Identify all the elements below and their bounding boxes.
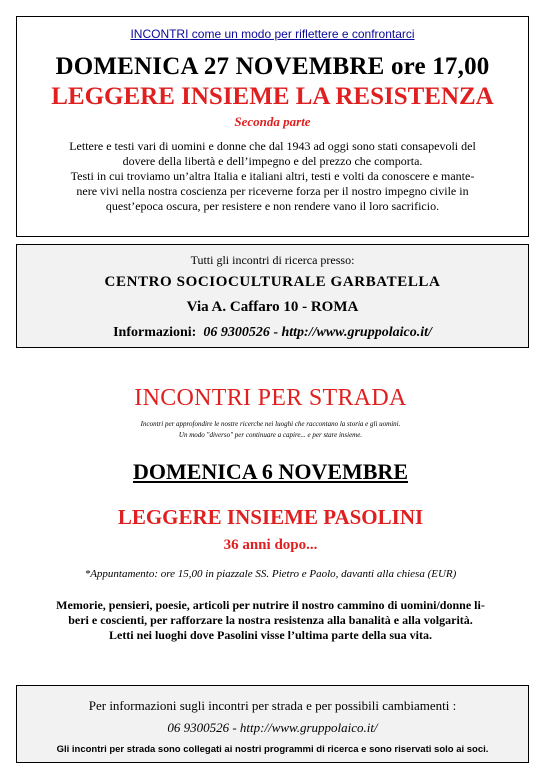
strada-event-subtitle: 36 anni dopo... xyxy=(223,537,318,553)
strada-event-title: LEGGERE INSIEME PASOLINI xyxy=(117,505,424,529)
info-url-link[interactable]: http://www.gruppolaico.it/ xyxy=(281,325,432,340)
section-title-strada: INCONTRI PER STRADA xyxy=(134,385,407,411)
strada-description xyxy=(20,598,521,643)
event-subtitle: Seconda parte xyxy=(234,114,311,129)
venue-address: Via A. Caffaro 10 - ROMA xyxy=(186,299,359,315)
members-note: Gli incontri per strada sono collegati ai nostri programmi di ricerca e sono riservati solo ai soci. xyxy=(56,744,489,755)
description-line: Memorie, pensieri, poesie, articoli per nutrire il nostro cammino di uomini/donne li- xyxy=(56,598,485,612)
description-line: Letti nei luoghi dove Pasolini visse l’ultima parte della sua vita. xyxy=(108,628,432,642)
appointment-note: *Appuntamento: ore 15,00 in piazzale SS. Pietro e Paolo, davanti alla chiesa (EUR) xyxy=(84,568,457,580)
description-line: nere vivi nella nostra coscienza per riceverne forza per il nostro impegno civile in xyxy=(76,184,469,198)
description-line: beri e coscienti, per rafforzare la nostra resistenza alla banalità e alla volgarità. xyxy=(68,613,473,627)
event-box-resistenza xyxy=(16,16,529,237)
description-line: Lettere e testi vari di uomini e donne che dal 1943 ad oggi sono stati consapevoli del xyxy=(69,139,476,153)
event-title: LEGGERE INSIEME LA RESISTENZA xyxy=(51,83,494,110)
strada-event-date: DOMENICA 6 NOVEMBRE xyxy=(132,459,408,484)
contact-phone-url[interactable]: 06 9300526 - http://www.gruppolaico.it/ xyxy=(167,720,378,735)
location-box xyxy=(16,244,529,348)
info-label: Informazioni: xyxy=(113,325,197,340)
info-phone: 06 9300526 xyxy=(203,325,270,340)
event-date: DOMENICA 27 NOVEMBRE ore 17,00 xyxy=(55,53,490,80)
venue-name: CENTRO SOCIOCULTURALE GARBATELLA xyxy=(104,274,441,290)
description-line: quest’epoca oscura, per resistere e non rendere vano il loro sacrificio. xyxy=(105,199,440,213)
location-intro: Tutti gli incontri di ricerca presso: xyxy=(190,253,355,267)
info-line xyxy=(17,325,528,341)
event-description xyxy=(25,139,520,214)
header-link[interactable]: INCONTRI come un modo per riflettere e confrontarci xyxy=(130,27,415,41)
description-line: Testi in cui troviamo un’altra Italia e italiani altri, testi e volti da conoscere e mante- xyxy=(70,169,475,183)
strada-intro-line: Un modo "diverso" per continuare a capire... e per stare insieme. xyxy=(178,431,363,439)
contact-intro: Per informazioni sugli incontri per strada e per possibili cambiamenti : xyxy=(88,698,457,713)
description-line: dovere della libertà e dell’impegno e del prezzo che comporta. xyxy=(122,154,423,168)
info-separator: - xyxy=(269,325,282,340)
strada-intro-line: Incontri per approfondire le nostre ricerche nei luoghi che raccontano la storia e gli uomini. xyxy=(140,420,401,428)
contact-box xyxy=(16,685,529,763)
